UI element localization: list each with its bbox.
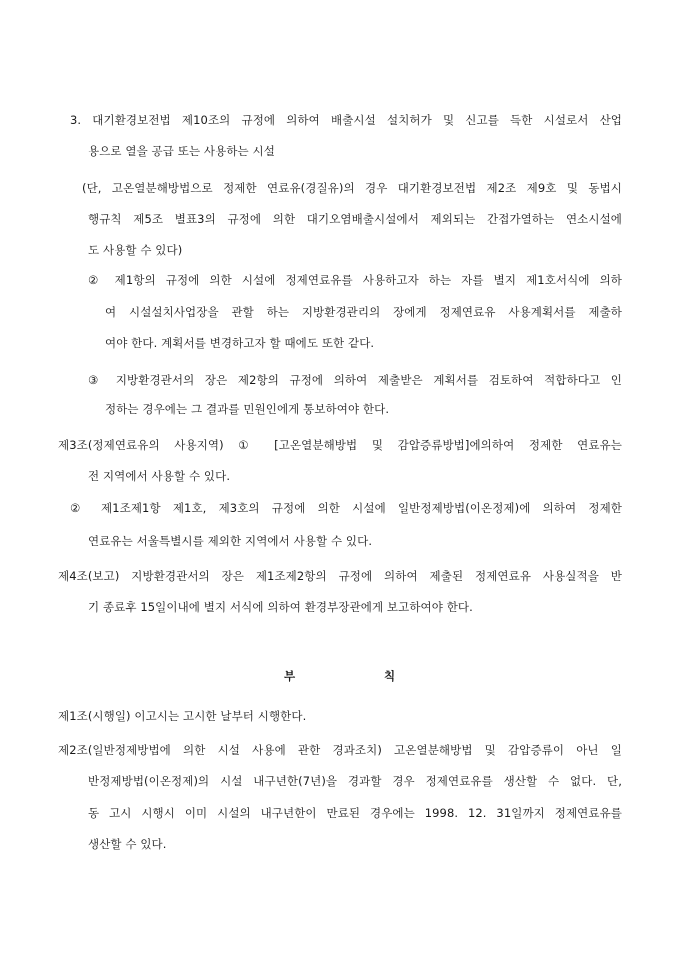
item3-note-line1: (단, 고온열분해방법으로 정제한 연료유(경질유)의 경우 대기환경보전법 제2조 제9호 및 동법시 [82,181,622,195]
article3-para2-line2: 연료유는 서울특별시를 제외한 지역에서 사용할 수 있다. [88,534,373,548]
item3-note-line2: 행규칙 제5조 별표3의 규정에 의한 대기오염배출시설에서 제외되는 간접가열하는 연소시설에 [88,212,622,226]
article3-para2-line1: ② 제1조제1항 제1호, 제3호의 규정에 의한 시설에 일반정제방법(이온정제)에 의하여 정제한 [70,501,622,515]
supplementary-article2-line2: 반정제방법(이온정제)의 시설 내구년한(7년)을 경과할 경우 정제연료유를 생산할 수 없다. 단, [88,774,622,788]
article3-line2: 전 지역에서 사용할 수 있다. [88,469,231,483]
supplementary-article1: 제1조(시행일) 이고시는 고시한 날부터 시행한다. [58,709,307,723]
supplementary-heading-right: 칙 [384,669,396,683]
article4-line2: 기 종료후 15일이내에 별지 서식에 의하여 환경부장관에게 보고하여야 한다. [88,600,473,614]
para2-line3: 여야 한다. 계획서를 변경하고자 할 때에도 또한 같다. [105,336,375,350]
item3-line1: 3. 대기환경보전법 제10조의 규정에 의하여 배출시설 설치허가 및 신고를 득한 시설로서 산업 [70,113,622,127]
para2-line2: 여 시설설치사업장을 관할 하는 지방환경관리의 장에게 정제연료유 사용계획서를 제출하 [105,305,622,319]
supplementary-article2-line3: 동 고시 시행시 이미 시설의 내구년한이 만료된 경우에는 1998. 12. 31일까지 정제연료유를 [88,806,622,820]
item3-line2: 용으로 열을 공급 또는 사용하는 시설 [88,144,275,158]
article3-line1: 제3조(정제연료유의 사용지역) ① [고온열분해방법 및 감압증류방법]에의하여 정제한 연료유는 [58,438,622,452]
article4-line1: 제4조(보고) 지방환경관서의 장은 제1조제2항의 규정에 의하여 제출된 정제연료유 사용실적을 반 [58,569,622,583]
para3-line1: ③ 지방환경관서의 장은 제2항의 규정에 의하여 제출받은 계획서를 검토하여 적합하다고 인 [88,373,622,387]
para3-line2: 정하는 경우에는 그 결과를 민원인에게 통보하여야 한다. [105,402,390,416]
supplementary-article2-line1: 제2조(일반정제방법에 의한 시설 사용에 관한 경과조치) 고온열분해방법 및 감압증류이 아닌 일 [58,743,622,757]
supplementary-article2-line4: 생산할 수 있다. [88,837,167,851]
supplementary-heading-left: 부 [284,669,296,683]
item3-note-line3: 도 사용할 수 있다) [88,243,183,257]
para2-line1: ② 제1항의 규정에 의한 시설에 정제연료유를 사용하고자 하는 자를 별지 제1호서식에 의하 [88,273,622,287]
